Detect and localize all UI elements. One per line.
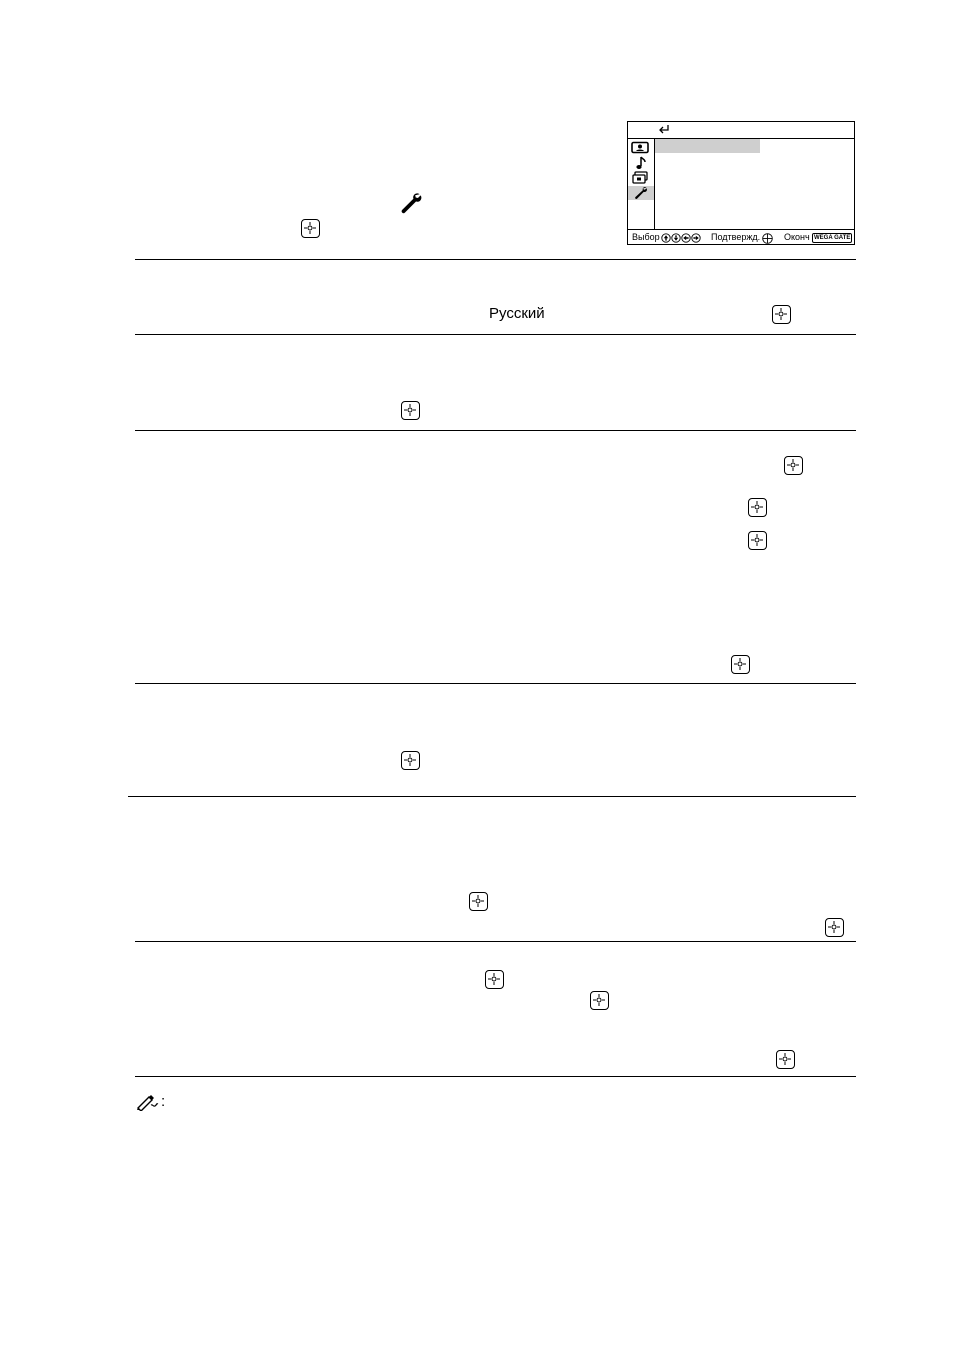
ok-button-icon <box>748 498 767 517</box>
ok-button-icon <box>784 456 803 475</box>
wega-gate-button: WEGA GATE <box>814 235 851 241</box>
ok-button-icon <box>301 219 320 238</box>
ok-button-icon <box>825 918 844 937</box>
ok-button-icon <box>485 970 504 989</box>
language-value: Русский <box>489 305 545 322</box>
section-divider <box>135 430 856 431</box>
ok-button-icon <box>772 305 791 324</box>
ok-button-icon <box>748 531 767 550</box>
ok-circle-icon <box>762 233 773 244</box>
select-label: Выбор <box>632 232 660 242</box>
return-arrow-icon <box>658 124 670 135</box>
menu-icon-column <box>628 139 655 229</box>
navigation-arrows-icon <box>661 233 702 243</box>
ok-button-icon <box>731 655 750 674</box>
section-divider <box>135 941 856 942</box>
ok-button-icon <box>469 892 488 911</box>
section-divider <box>135 259 856 260</box>
wrench-icon <box>399 191 423 215</box>
note-colon: : <box>161 1093 166 1110</box>
music-note-icon <box>631 156 650 170</box>
menu-screen <box>627 121 855 245</box>
screen-icon <box>631 171 650 185</box>
picture-icon <box>631 141 650 155</box>
ok-button-icon <box>776 1050 795 1069</box>
menu-footer <box>628 229 854 245</box>
wrench-icon <box>631 186 650 200</box>
section-divider <box>128 796 856 797</box>
menu-title-bar <box>628 122 854 139</box>
section-divider <box>135 683 856 684</box>
note-pencil-icon <box>135 1093 161 1111</box>
ok-button-icon <box>590 991 609 1010</box>
ok-button-icon <box>401 751 420 770</box>
confirm-label: Подтвержд. <box>711 232 761 242</box>
ok-button-icon <box>401 401 420 420</box>
exit-label: Оконч <box>784 232 810 242</box>
menu-item-highlight <box>655 139 760 153</box>
section-divider <box>135 1076 856 1077</box>
section-divider <box>135 334 856 335</box>
